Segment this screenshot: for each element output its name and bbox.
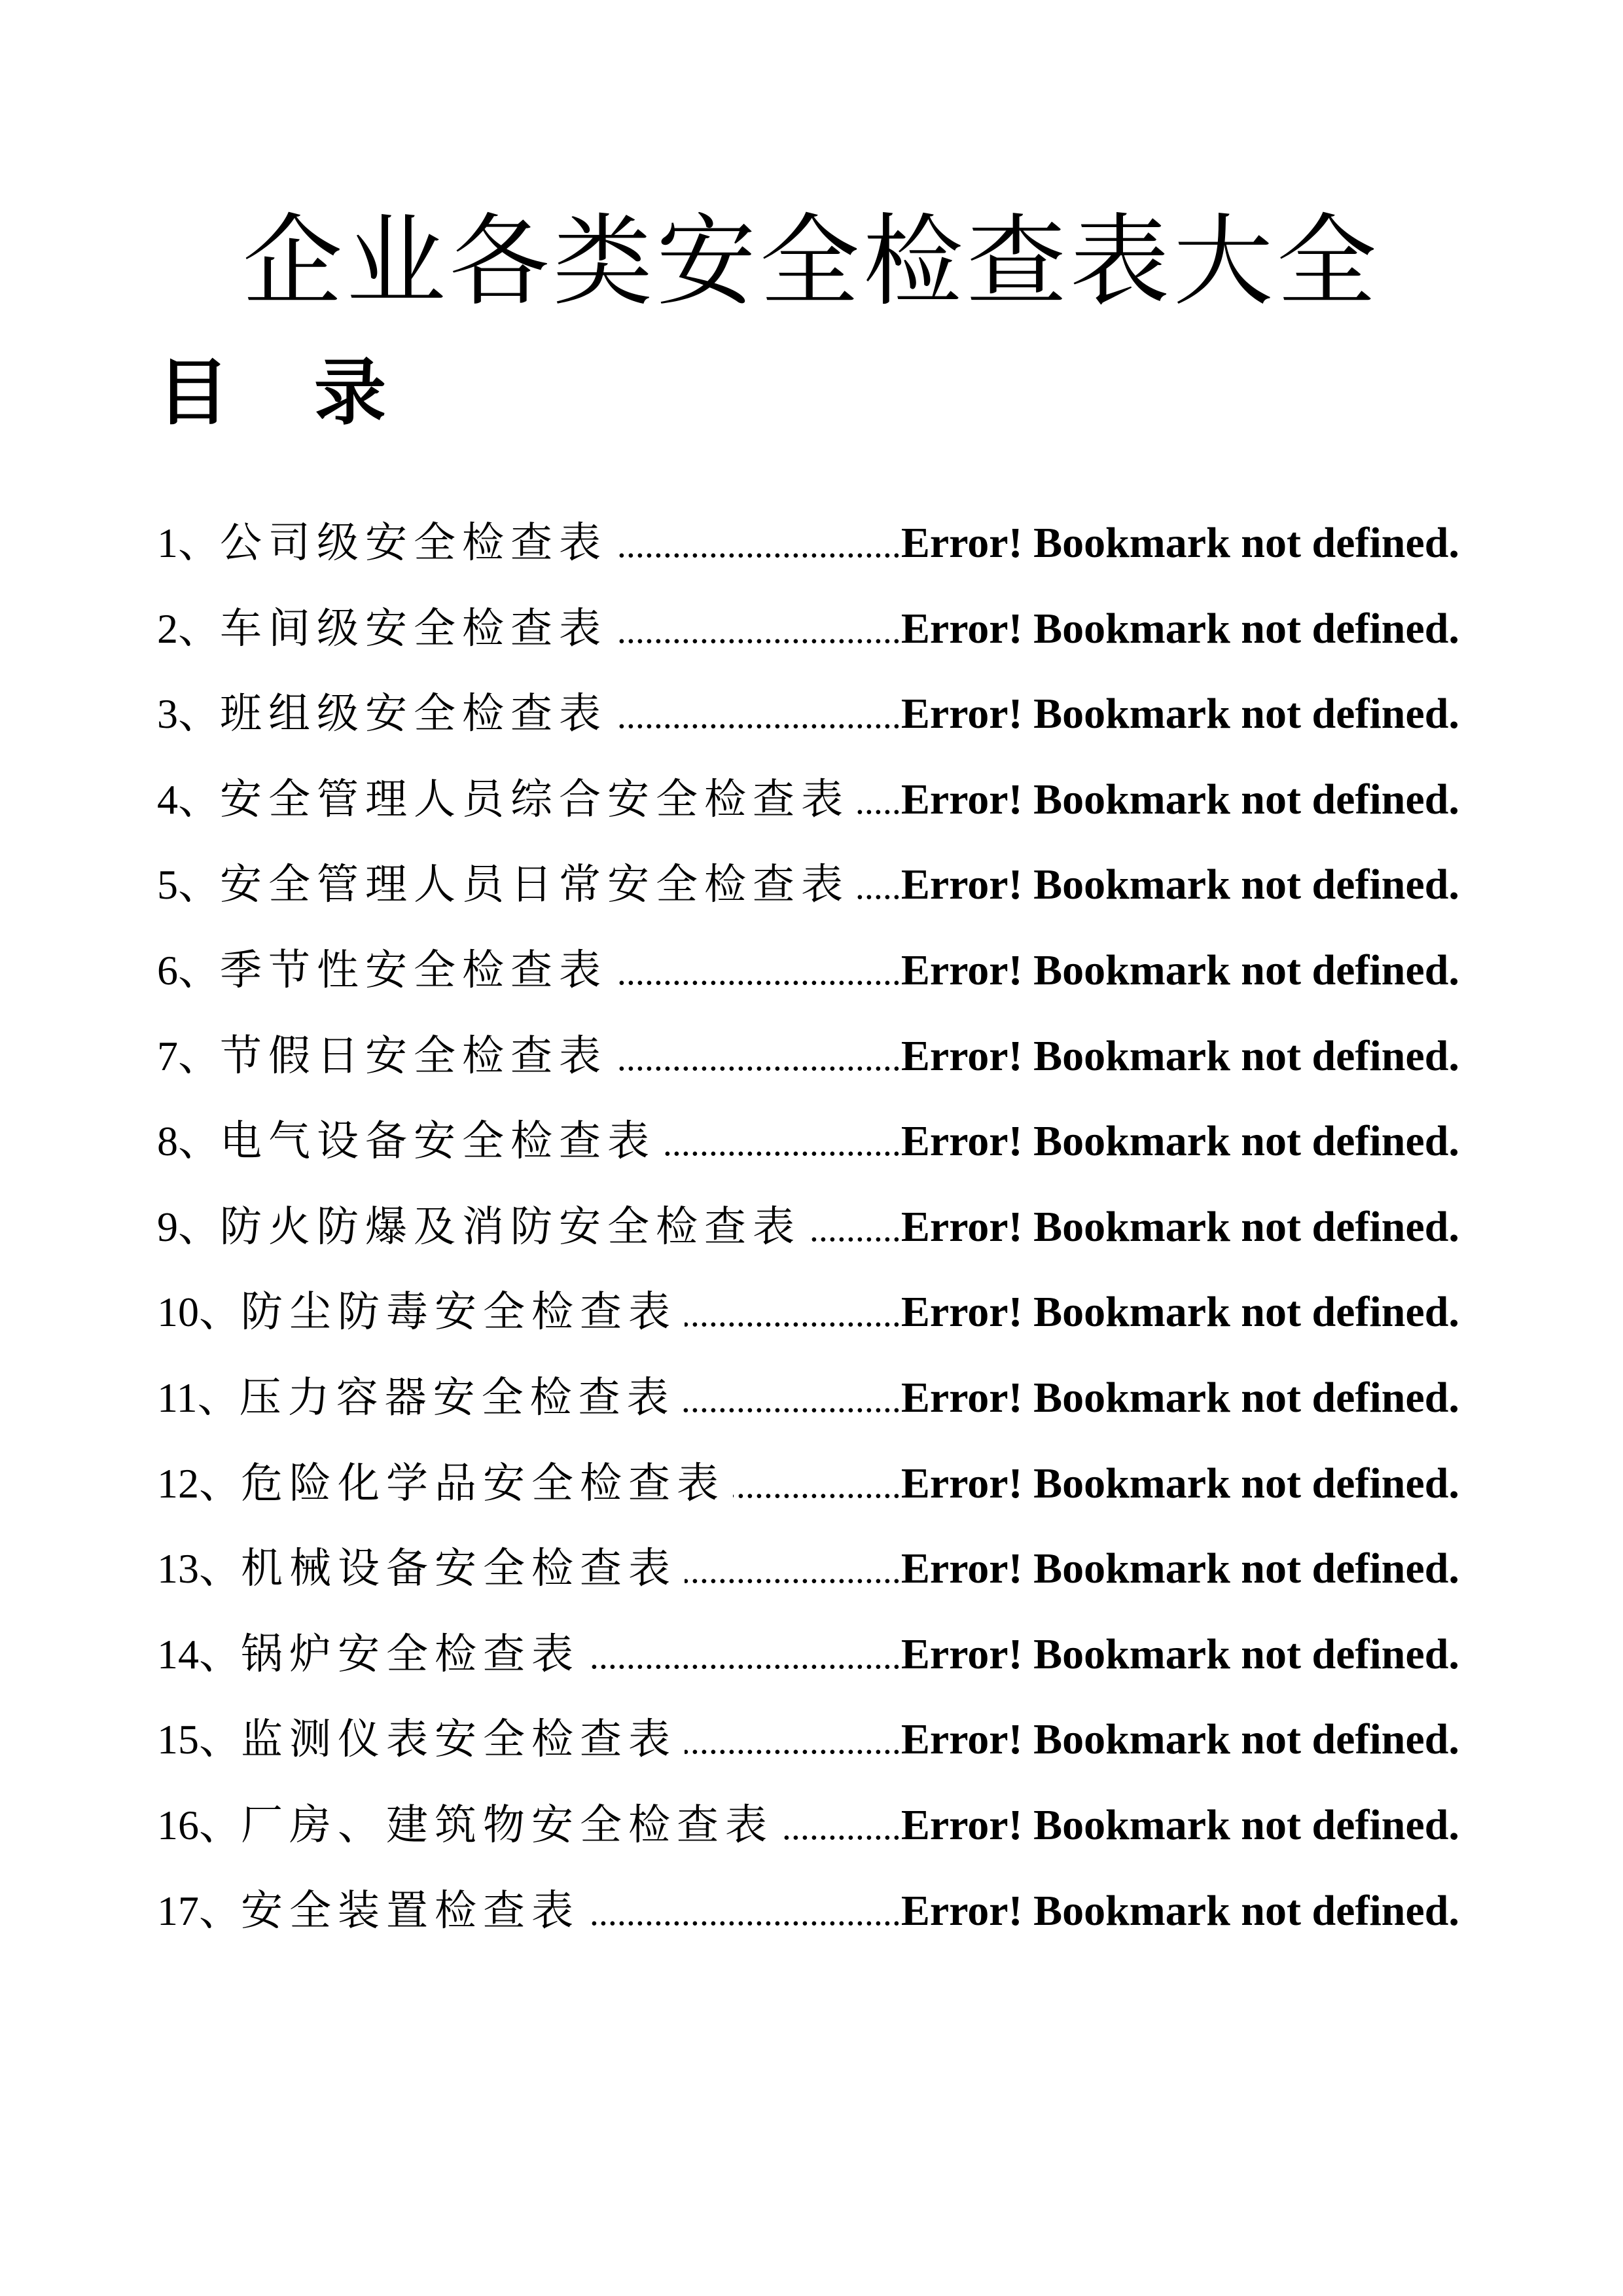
toc-entry-number: 15 bbox=[157, 1716, 199, 1763]
table-of-contents bbox=[157, 511, 1459, 1964]
toc-entry-separator: 、 bbox=[199, 1459, 241, 1508]
toc-entry-page-reference: Error! Bookmark not defined. bbox=[901, 604, 1459, 653]
toc-entry-page-reference: Error! Bookmark not defined. bbox=[901, 1545, 1459, 1593]
toc-entry[interactable] bbox=[157, 1622, 1459, 1708]
toc-entry-page-reference: Error! Bookmark not defined. bbox=[901, 1459, 1459, 1507]
toc-entry-label: 监测仪表安全检查表 bbox=[241, 1715, 677, 1765]
toc-entry-page-reference: Error! Bookmark not defined. bbox=[901, 1801, 1459, 1849]
toc-dot-leader bbox=[588, 1624, 901, 1689]
toc-entry-separator: 、 bbox=[178, 861, 220, 910]
toc-entry[interactable] bbox=[157, 767, 1459, 853]
toc-entry-page-reference: Error! Bookmark not defined. bbox=[901, 1288, 1459, 1336]
toc-entry[interactable] bbox=[157, 1280, 1459, 1365]
toc-dot-leader bbox=[857, 769, 901, 834]
toc-entry-number: 5 bbox=[157, 861, 178, 908]
toc-entry[interactable] bbox=[157, 1365, 1459, 1451]
toc-entry-page-reference: Error! Bookmark not defined. bbox=[901, 1202, 1459, 1251]
toc-entry-label: 压力容器安全检查表 bbox=[239, 1373, 675, 1422]
toc-entry-label: 厂房、建筑物安全检查表 bbox=[241, 1801, 774, 1850]
toc-entry-number: 7 bbox=[157, 1032, 178, 1079]
toc-entry-number: 1 bbox=[157, 520, 178, 566]
toc-entry[interactable] bbox=[157, 511, 1459, 596]
toc-entry-page-reference: Error! Bookmark not defined. bbox=[901, 946, 1459, 994]
toc-entry-number: 12 bbox=[157, 1460, 199, 1507]
toc-dot-leader bbox=[664, 1111, 901, 1176]
toc-dot-leader bbox=[733, 1453, 901, 1518]
toc-entry-separator: 、 bbox=[199, 1630, 241, 1679]
toc-entry-separator: 、 bbox=[178, 604, 220, 653]
toc-entry-number: 2 bbox=[157, 605, 178, 652]
toc-entry-page-reference: Error! Bookmark not defined. bbox=[901, 519, 1459, 567]
toc-entry-number: 9 bbox=[157, 1203, 178, 1250]
toc-entry-label: 防尘防毒安全检查表 bbox=[241, 1288, 677, 1337]
toc-entry-label: 防火防爆及消防安全检查表 bbox=[220, 1202, 801, 1251]
toc-dot-leader bbox=[588, 1880, 901, 1946]
toc-entry-separator: 、 bbox=[178, 690, 220, 739]
toc-dot-leader bbox=[685, 1538, 901, 1604]
toc-entry-page-reference: Error! Bookmark not defined. bbox=[901, 1886, 1459, 1935]
toc-entry[interactable] bbox=[157, 1707, 1459, 1793]
toc-entry-separator: 、 bbox=[178, 1202, 220, 1251]
toc-entry-separator: 、 bbox=[199, 1715, 241, 1765]
toc-entry[interactable] bbox=[157, 938, 1459, 1024]
toc-entry[interactable] bbox=[157, 852, 1459, 938]
toc-entry[interactable] bbox=[157, 1109, 1459, 1194]
toc-dot-leader bbox=[685, 1709, 901, 1774]
toc-entry-separator: 、 bbox=[199, 1886, 241, 1935]
toc-entry-number: 3 bbox=[157, 691, 178, 738]
toc-entry-separator: 、 bbox=[199, 1288, 241, 1337]
toc-entry-label: 节假日安全检查表 bbox=[220, 1031, 607, 1081]
toc-entry[interactable] bbox=[157, 1793, 1459, 1878]
toc-entry-page-reference: Error! Bookmark not defined. bbox=[901, 1630, 1459, 1678]
toc-entry-separator: 、 bbox=[178, 775, 220, 824]
toc-entry-label: 季节性安全检查表 bbox=[220, 946, 607, 995]
toc-dot-leader bbox=[615, 683, 901, 749]
toc-entry-separator: 、 bbox=[178, 1117, 220, 1166]
toc-entry-label: 安全管理人员日常安全检查表 bbox=[220, 861, 849, 910]
toc-entry[interactable] bbox=[157, 1194, 1459, 1280]
toc-entry-label: 危险化学品安全检查表 bbox=[241, 1459, 725, 1508]
toc-dot-leader bbox=[615, 940, 901, 1005]
toc-entry-number: 8 bbox=[157, 1118, 178, 1165]
toc-entry[interactable] bbox=[157, 681, 1459, 767]
toc-entry[interactable] bbox=[157, 1536, 1459, 1622]
toc-entry-page-reference: Error! Bookmark not defined. bbox=[901, 775, 1459, 823]
toc-dot-leader bbox=[615, 598, 901, 664]
toc-entry-separator: 、 bbox=[199, 1801, 241, 1850]
toc-entry-label: 班组级安全检查表 bbox=[220, 690, 607, 739]
toc-entry-number: 16 bbox=[157, 1801, 199, 1848]
toc-entry-label: 安全装置检查表 bbox=[241, 1886, 580, 1935]
toc-entry-separator: 、 bbox=[178, 1031, 220, 1081]
toc-dot-leader bbox=[809, 1196, 901, 1262]
toc-entry-number: 13 bbox=[157, 1545, 199, 1592]
toc-dot-leader bbox=[685, 1282, 901, 1347]
toc-entry-label: 电气设备安全检查表 bbox=[220, 1117, 656, 1166]
toc-entry[interactable] bbox=[157, 596, 1459, 682]
toc-dot-leader bbox=[683, 1367, 901, 1433]
toc-dot-leader bbox=[857, 854, 901, 920]
toc-entry-page-reference: Error! Bookmark not defined. bbox=[901, 1715, 1459, 1764]
toc-dot-leader bbox=[615, 1026, 901, 1091]
document-title: 企业各类安全检查表大全 bbox=[243, 204, 1380, 319]
toc-entry-number: 11 bbox=[157, 1374, 198, 1421]
toc-entry-separator: 、 bbox=[178, 946, 220, 995]
toc-entry-label: 锅炉安全检查表 bbox=[241, 1630, 580, 1679]
toc-entry-number: 10 bbox=[157, 1289, 199, 1336]
toc-entry-page-reference: Error! Bookmark not defined. bbox=[901, 861, 1459, 909]
toc-heading: 目录 bbox=[157, 351, 471, 435]
toc-entry-label: 公司级安全检查表 bbox=[220, 519, 607, 567]
toc-entry-number: 6 bbox=[157, 946, 178, 994]
toc-entry-page-reference: Error! Bookmark not defined. bbox=[901, 1031, 1459, 1080]
toc-entry-label: 安全管理人员综合安全检查表 bbox=[220, 775, 849, 824]
toc-dot-leader bbox=[781, 1795, 901, 1860]
toc-dot-leader bbox=[615, 512, 901, 578]
toc-entry[interactable] bbox=[157, 1451, 1459, 1537]
toc-entry-label: 车间级安全检查表 bbox=[220, 604, 607, 653]
toc-entry-number: 14 bbox=[157, 1630, 199, 1677]
toc-entry-page-reference: Error! Bookmark not defined. bbox=[901, 1373, 1459, 1422]
toc-entry-separator: 、 bbox=[178, 519, 220, 567]
toc-entry-number: 17 bbox=[157, 1887, 199, 1934]
toc-entry-page-reference: Error! Bookmark not defined. bbox=[901, 690, 1459, 738]
toc-entry-number: 4 bbox=[157, 776, 178, 823]
toc-entry-separator: 、 bbox=[197, 1373, 240, 1422]
toc-entry-label: 机械设备安全检查表 bbox=[241, 1545, 677, 1594]
toc-entry-page-reference: Error! Bookmark not defined. bbox=[901, 1117, 1459, 1166]
toc-entry[interactable] bbox=[157, 1024, 1459, 1109]
toc-entry-separator: 、 bbox=[199, 1545, 241, 1594]
toc-entry[interactable] bbox=[157, 1878, 1459, 1964]
